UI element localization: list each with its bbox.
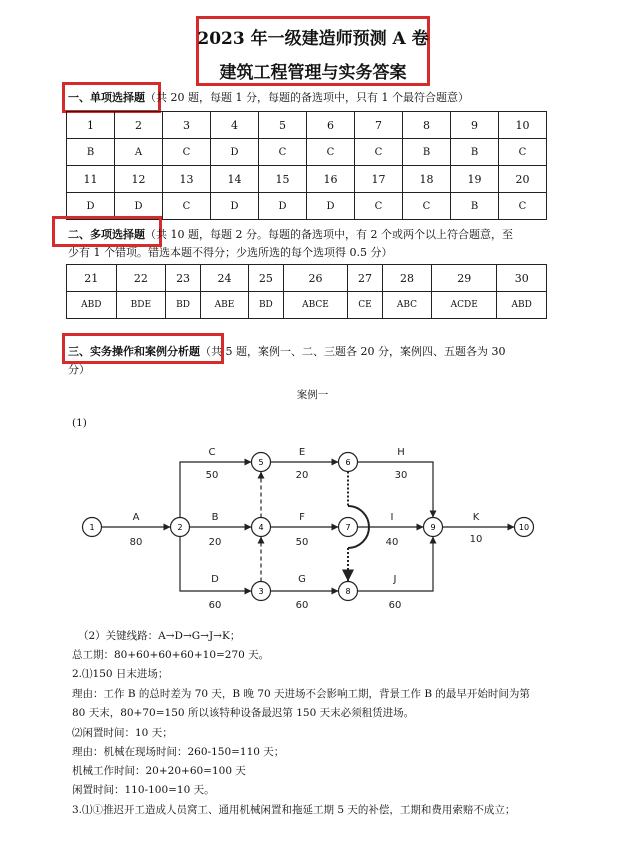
activity-name-label: G: [298, 574, 306, 585]
network-node: [171, 518, 190, 537]
table-cell: 16: [307, 166, 355, 193]
network-node: [424, 518, 443, 537]
table-cell: 1: [67, 112, 115, 139]
table-cell: C: [163, 193, 211, 220]
table-row: [67, 166, 547, 193]
table-row: [67, 112, 547, 139]
network-node-label: 3: [258, 587, 264, 596]
section3-description-2: 分）: [68, 363, 90, 376]
answer-line: 理由：工作 B 的总时差为 70 天，B 晚 70 天进场不会影响工期，背景工作 B 的最早开始时间为第: [72, 688, 530, 700]
table-cell: 20: [499, 166, 547, 193]
network-node: [339, 582, 358, 601]
table-cell: 25: [248, 265, 283, 292]
network-node-label: 6: [345, 458, 351, 467]
activity-name-label: I: [390, 512, 394, 523]
table-cell: D: [211, 193, 259, 220]
network-node: [339, 453, 358, 472]
table-cell: B: [451, 193, 499, 220]
table-cell: 29: [432, 265, 497, 292]
answer-line: 总工期：80+60+60+60+10=270 天。: [72, 649, 270, 661]
table-cell: 19: [451, 166, 499, 193]
table-cell: 10: [499, 112, 547, 139]
table-cell: D: [67, 193, 115, 220]
network-node: [83, 518, 102, 537]
activity-duration-label: 50: [295, 537, 309, 548]
activity-name-label: E: [298, 447, 306, 458]
activity-duration-label: 30: [394, 470, 408, 481]
network-node: [252, 582, 271, 601]
network-node-label: 5: [258, 458, 264, 467]
document-subtitle: 建筑工程管理与实务答案: [219, 63, 407, 83]
activity-duration-label: 60: [295, 600, 309, 611]
single-choice-answer-table: [66, 111, 547, 220]
table-row: [67, 265, 547, 292]
answer-line: ⑵闲置时间：10 天；: [72, 727, 173, 739]
table-cell: B: [451, 139, 499, 166]
table-cell: BD: [248, 292, 283, 319]
section3-heading: 三、实务操作和案例分析题: [68, 345, 200, 358]
section1-description: （共 20 题，每题 1 分，每题的备选项中，只有 1 个最符合题意）: [145, 91, 469, 104]
table-cell: ABE: [200, 292, 248, 319]
table-cell: A: [115, 139, 163, 166]
activity-name-label: C: [208, 447, 216, 458]
network-node-label: 10: [518, 523, 530, 532]
network-node: [252, 518, 271, 537]
table-cell: 23: [166, 265, 201, 292]
table-cell: C: [499, 193, 547, 220]
network-node-label: 7: [345, 523, 351, 532]
table-cell: C: [259, 139, 307, 166]
table-cell: 12: [115, 166, 163, 193]
table-cell: B: [67, 139, 115, 166]
table-cell: ABD: [497, 292, 547, 319]
document-title: 2023 年一级建造师预测 A 卷: [197, 29, 429, 49]
table-cell: 6: [307, 112, 355, 139]
activity-name-label: D: [211, 574, 219, 585]
table-cell: ABC: [382, 292, 431, 319]
activity-duration-label: 20: [295, 470, 309, 481]
network-node: [515, 518, 534, 537]
table-cell: 13: [163, 166, 211, 193]
table-cell: 27: [348, 265, 383, 292]
network-node-label: 8: [345, 587, 351, 596]
activity-name-label: B: [211, 512, 219, 523]
activity-duration-label: 10: [469, 534, 483, 545]
table-cell: C: [403, 193, 451, 220]
table-cell: D: [211, 139, 259, 166]
activity-name-label: A: [132, 512, 140, 523]
section2-heading-line: [68, 226, 513, 244]
activity-name-label: J: [393, 574, 397, 585]
table-cell: 4: [211, 112, 259, 139]
table-cell: 5: [259, 112, 307, 139]
activity-duration-label: 60: [388, 600, 402, 611]
activity-name-label: K: [472, 512, 480, 523]
table-cell: D: [307, 193, 355, 220]
case1-title: 案例一: [296, 389, 329, 401]
table-cell: C: [307, 139, 355, 166]
table-row: [67, 292, 547, 319]
table-cell: B: [403, 139, 451, 166]
table-cell: 11: [67, 166, 115, 193]
table-cell: 8: [403, 112, 451, 139]
answer-line: 3.⑴①推迟开工造成人员窝工、通用机械闲置和拖延工期 5 天的补偿，工期和费用索赔不成立；: [72, 804, 516, 816]
network-node: [339, 518, 358, 537]
network-node: [252, 453, 271, 472]
table-cell: 30: [497, 265, 547, 292]
table-cell: 3: [163, 112, 211, 139]
activity-name-label: H: [397, 447, 405, 458]
table-cell: 15: [259, 166, 307, 193]
network-node-label: 1: [89, 523, 95, 532]
section2-description-2: 少有 1 个错项。错选本题不得分；少选所选的每个选项得 0.5 分）: [68, 246, 393, 259]
table-cell: 24: [200, 265, 248, 292]
table-cell: 14: [211, 166, 259, 193]
activity-name-label: F: [299, 512, 305, 523]
activity-duration-label: 40: [385, 537, 399, 548]
section3-description-1: （共 5 题，案例一、二、三题各 20 分，案例四、五题各为 30: [200, 345, 506, 358]
answer-line: 闲置时间：110-100=10 天。: [72, 784, 215, 796]
table-cell: D: [115, 193, 163, 220]
answer-line: 2.⑴150 日末进场；: [72, 668, 169, 680]
table-cell: BD: [166, 292, 201, 319]
table-cell: 26: [283, 265, 347, 292]
table-cell: C: [355, 139, 403, 166]
answer-line: 80 天末，80+70=150 所以该特种设备最迟第 150 天末必须租赁进场。: [72, 707, 415, 719]
section2-description-1: （共 10 题，每题 2 分。每题的备选项中，有 2 个或两个以上符合题意，至: [145, 228, 513, 241]
table-cell: ACDE: [432, 292, 497, 319]
section3-heading-line: [68, 343, 505, 361]
network-node-label: 4: [258, 523, 264, 532]
activity-duration-label: 80: [129, 537, 143, 548]
table-cell: ABD: [67, 292, 117, 319]
table-cell: 21: [67, 265, 117, 292]
section1-heading-line: [68, 89, 469, 107]
table-cell: 7: [355, 112, 403, 139]
network-node-label: 2: [177, 523, 183, 532]
case1-item1-label: (1): [72, 417, 87, 429]
network-node-label: 9: [430, 523, 436, 532]
section1-heading: 一、单项选择题: [68, 91, 145, 104]
table-cell: C: [163, 139, 211, 166]
answer-line: 机械工作时间：20+20+60=100 天: [72, 765, 246, 777]
table-cell: ABCE: [283, 292, 347, 319]
table-cell: 17: [355, 166, 403, 193]
activity-duration-label: 60: [208, 600, 222, 611]
activity-duration-label: 50: [205, 470, 219, 481]
answer-line: （2）关键线路：A→D→G→J→K；: [78, 630, 241, 642]
table-cell: 28: [382, 265, 431, 292]
table-cell: C: [355, 193, 403, 220]
table-cell: C: [499, 139, 547, 166]
multiple-choice-answer-table: [66, 264, 547, 319]
table-cell: 2: [115, 112, 163, 139]
section2-heading: 二、多项选择题: [68, 228, 145, 241]
table-row: [67, 139, 547, 166]
activity-duration-label: 20: [208, 537, 222, 548]
table-cell: CE: [348, 292, 383, 319]
table-cell: D: [259, 193, 307, 220]
answer-line: 理由：机械在现场时间：260-150=110 天；: [72, 746, 285, 758]
table-cell: BDE: [116, 292, 166, 319]
network-diagram: [0, 430, 625, 620]
table-cell: 22: [116, 265, 166, 292]
table-cell: 9: [451, 112, 499, 139]
table-cell: 18: [403, 166, 451, 193]
